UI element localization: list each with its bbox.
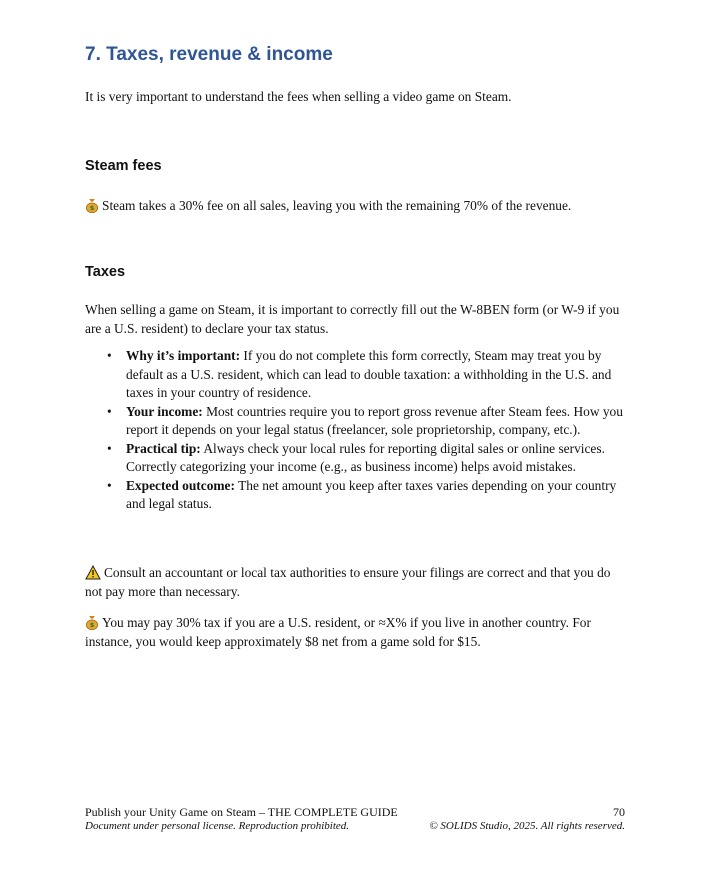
section-title: 7. Taxes, revenue & income xyxy=(85,44,333,65)
book-title: Publish your Unity Game on Steam – THE COMPLETE GUIDE xyxy=(85,805,398,819)
intro-paragraph: It is very important to understand the fees when selling a video game on Steam. xyxy=(85,89,512,104)
taxes-bullet-list xyxy=(85,347,630,514)
money-note-paragraph xyxy=(85,614,615,651)
steam-fees-heading: Steam fees xyxy=(85,158,162,174)
warning-text: Consult an accountant or local tax authorities to ensure your filings are correct and that you do not pay more than necessary. xyxy=(85,565,611,599)
license-notice: Document under personal license. Reproduction prohibited. xyxy=(85,820,350,832)
page-number: 70 xyxy=(613,805,625,819)
steam-fees-paragraph xyxy=(85,197,630,216)
svg-text:$: $ xyxy=(89,621,95,630)
steam-fees-text: Steam takes a 30% fee on all sales, leaving you with the remaining 70% of the revenue. xyxy=(102,198,572,213)
warning-icon xyxy=(85,565,101,580)
svg-text:$: $ xyxy=(89,204,95,213)
list-item: • Expected outcome: The net amount you keep after taxes varies depending on your country and legal status. xyxy=(126,477,630,514)
warning-paragraph xyxy=(85,564,630,601)
page-footer xyxy=(85,805,625,833)
money-note-text: You may pay 30% tax if you are a U.S. resident, or ≈X% if you live in another country. For instance, you would keep approximately $8 net from a game sold for $15. xyxy=(85,615,591,649)
money-bag-icon xyxy=(85,615,99,630)
money-bag-icon xyxy=(85,198,99,213)
list-item: • Why it’s important: If you do not complete this form correctly, Steam may treat you by default as a U.S. resident, which can lead to double taxation: a withholding in the U.S. and taxes in your country of residence. xyxy=(126,347,630,403)
list-item: • Your income: Most countries require you to report gross revenue after Steam fees. How you report it depends on your legal status (freelancer, sole proprietorship, company, etc.). xyxy=(126,403,630,440)
copyright-notice: © SOLIDS Studio, 2025. All rights reserved. xyxy=(429,820,625,832)
list-item: • Practical tip: Always check your local rules for reporting digital sales or online services. Correctly categorizing your income (e.g., as business income) helps avoid mistakes. xyxy=(126,440,630,477)
taxes-paragraph: When selling a game on Steam, it is important to correctly fill out the W-8BEN form (or W-9 if you are a U.S. resident) to declare your tax status. xyxy=(85,302,620,336)
taxes-heading: Taxes xyxy=(85,264,126,280)
